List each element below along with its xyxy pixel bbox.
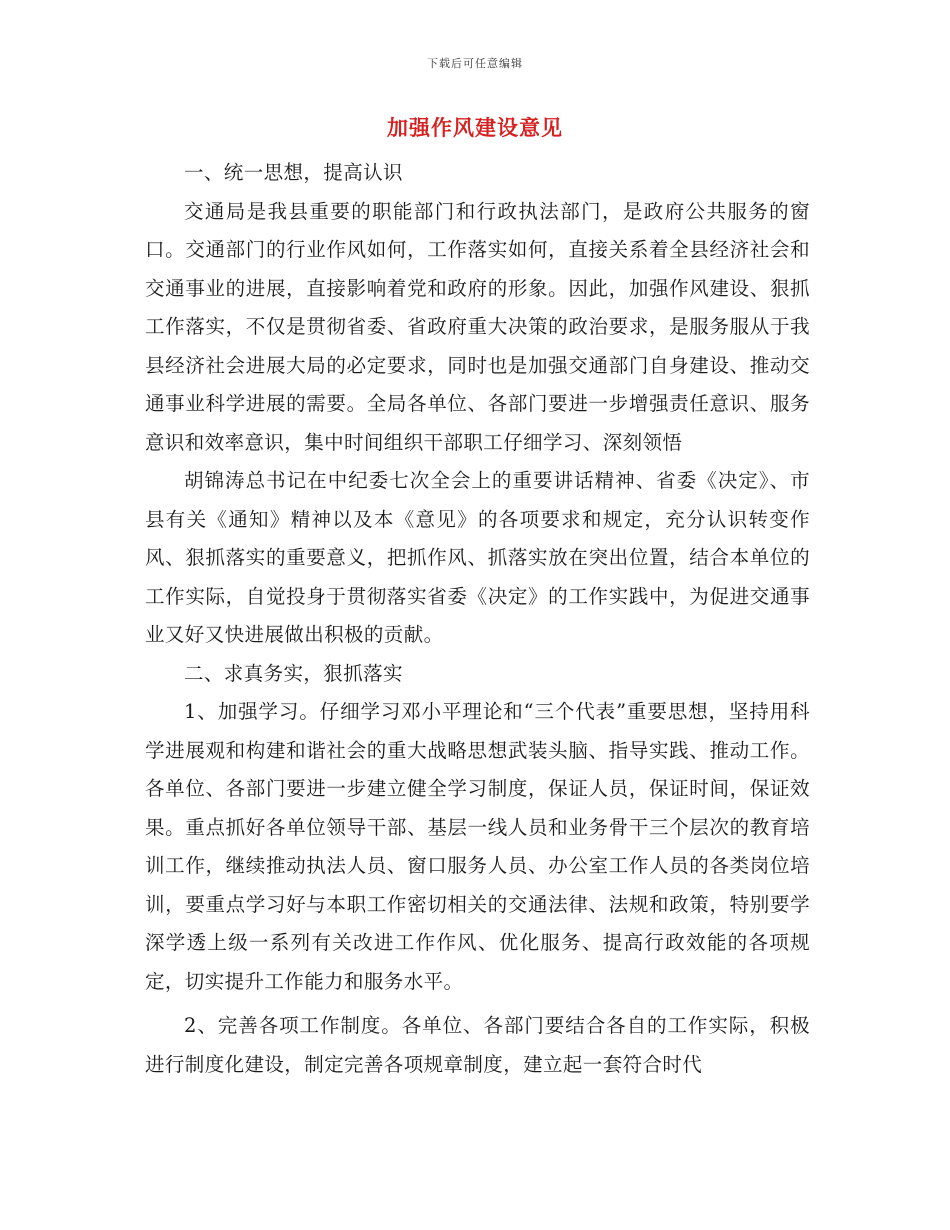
section-heading-2: 二、求真务实，狠抓落实 xyxy=(184,661,403,685)
paragraph-intro: 交通局是我县重要的职能部门和行政执法部门，是政府公共服务的窗口。交通部门的行业作风如何，工作落实如何，直接关系着全县经济社会和交通事业的进展，直接影响着党和政府的形象。因此，加强作风建设、狠抓工作落实，不仅是贯彻省委、省政府重大决策的政治要求，是服务服从于我县经济社会进展大局的必定要求，同时也是加强交通部门自身建设、推动交通事业科学进展的需要。全局各单位、各部门要进一步增强责任意识、服务意识和效率意识，集中时间组织干部职工仔细学习、深刻领悟 xyxy=(145,199,810,454)
document-title: 加强作风建设意见 xyxy=(387,116,563,140)
paragraph-item-2: 2、完善各项工作制度。各单位、各部门要结合各自的工作实际，积极进行制度化建设，制定完善各项规章制度，建立起一套符合时代 xyxy=(145,1014,810,1076)
header-note: 下载后可任意编辑 xyxy=(427,57,523,70)
section-heading-1: 一、统一思想，提高认识 xyxy=(184,161,403,184)
paragraph-study-spirit: 胡锦涛总书记在中纪委七次全会上的重要讲话精神、省委《决定》、市县有关《通知》精神以及本《意见》的各项要求和规定，充分认识转变作风、狠抓落实的重要意义，把抓作风、抓落实放在突出位置，结合本单位的工作实际，自觉投身于贯彻落实省委《决定》的工作实践中，为促进交通事业又好又快进展做出积极的贡献。 xyxy=(145,469,810,646)
paragraph-item-1: 1、加强学习。仔细学习邓小平理论和“三个代表”重要思想，坚持用科学进展观和构建和谐社会的重大战略思想武装头脑、指导实践、推动工作。各单位、各部门要进一步建立健全学习制度，保证人员，保证时间，保证效果。重点抓好各单位领导干部、基层一线人员和业务骨干三个层次的教育培训工作，继续推动执法人员、窗口服务人员、办公室工作人员的各类岗位培训，要重点学习好与本职工作密切相关的交通法律、法规和政策，特别要学深学透上级一系列有关改进工作作风、优化服务、提高行政效能的各项规定，切实提升工作能力和服务水平。 xyxy=(145,700,810,993)
document-body xyxy=(145,154,810,1084)
